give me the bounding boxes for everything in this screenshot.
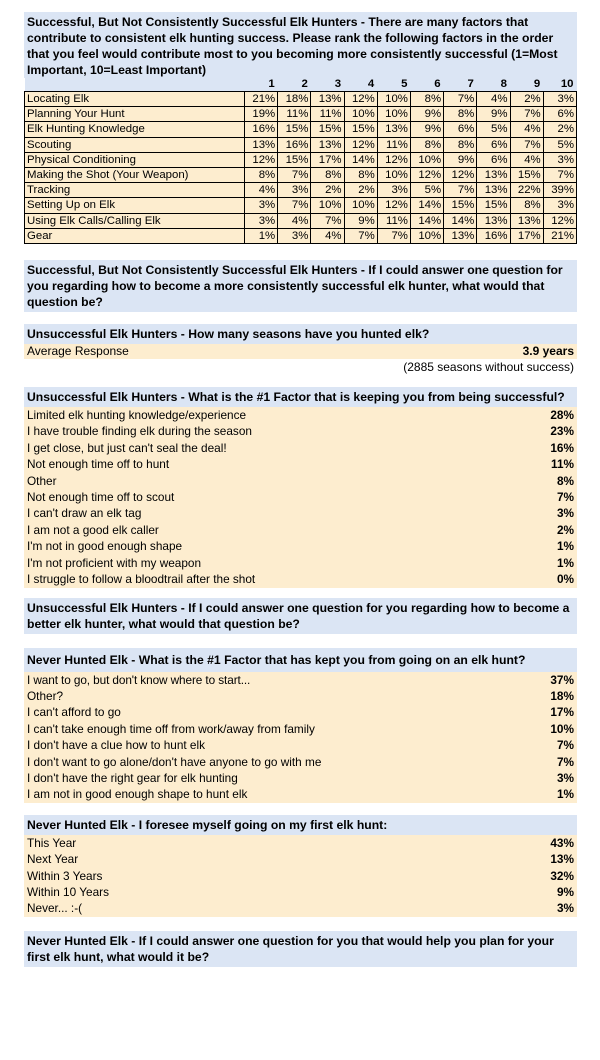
open-question-heading: Successful, But Not Consistently Successful Elk Hunters - If I could answer one question for you regarding how to become a more consistently successful elk hunter, what would that question be? [24,260,577,312]
factor-label: Tracking [25,183,245,198]
rank-percentage-cell: 14% [444,213,477,228]
rank-percentage-cell: 9% [410,107,443,122]
answer-label: Within 3 Years [27,868,103,883]
average-response-value: 3.9 years [522,344,574,359]
rank-percentage-cell: 18% [278,92,311,107]
rank-percentage-cell: 11% [377,213,410,228]
factor-label: Planning Your Hunt [25,107,245,122]
answer-row [24,555,577,571]
answer-row [24,704,577,720]
ranking-header-blank [25,78,245,92]
factor-label: Gear [25,228,245,243]
answer-row [24,770,577,786]
rank-percentage-cell: 4% [245,183,278,198]
rank-percentage-cell: 10% [410,228,443,243]
rank-percentage-cell: 7% [377,228,410,243]
ranking-table-row [25,213,577,228]
rank-percentage-cell: 15% [278,122,311,137]
answer-label: Next Year [27,852,79,867]
rank-percentage-cell: 9% [444,152,477,167]
ranking-table-row [25,122,577,137]
answer-label: Not enough time off to hunt [27,457,170,472]
rank-percentage-cell: 6% [543,107,576,122]
rank-percentage-cell: 13% [477,183,510,198]
rank-percentage-cell: 2% [344,183,377,198]
rank-percentage-cell: 5% [410,183,443,198]
answer-row [24,835,577,851]
rank-percentage-cell: 13% [477,168,510,183]
rank-percentage-cell: 11% [377,137,410,152]
unsuccessful-factor-heading: Unsuccessful Elk Hunters - What is the #1 Factor that is keeping you from being successful? [24,387,577,407]
rank-percentage-cell: 19% [245,107,278,122]
rank-percentage-cell: 8% [410,137,443,152]
factor-label: Making the Shot (Your Weapon) [25,168,245,183]
answer-label: I get close, but just can't seal the deal! [27,440,227,455]
answer-percentage: 32% [550,868,574,883]
never-hunted-factor-list [24,672,577,803]
rank-percentage-cell: 13% [311,92,344,107]
rank-percentage-cell: 3% [543,92,576,107]
rank-percentage-cell: 21% [245,92,278,107]
answer-label: I can't afford to go [27,705,121,720]
answer-label: Not enough time off to scout [27,490,175,505]
answer-percentage: 3% [556,770,574,785]
rank-percentage-cell: 7% [510,107,543,122]
factor-label: Scouting [25,137,245,152]
rank-percentage-cell: 1% [245,228,278,243]
rank-percentage-cell: 10% [377,92,410,107]
answer-row [24,456,577,472]
ranking-table-row [25,152,577,167]
answer-label: I can't draw an elk tag [27,506,142,521]
rank-percentage-cell: 3% [278,228,311,243]
seasons-question-heading: Unsuccessful Elk Hunters - How many seasons have you hunted elk? [24,324,577,344]
answer-label: I'm not in good enough shape [27,539,183,554]
rank-percentage-cell: 4% [510,152,543,167]
first-hunt-timing-section [24,815,577,917]
unsuccessful-factor-list [24,407,577,587]
rank-percentage-cell: 12% [543,213,576,228]
rank-percentage-cell: 8% [245,168,278,183]
rank-percentage-cell: 5% [477,122,510,137]
rank-percentage-cell: 8% [344,168,377,183]
answer-row [24,737,577,753]
answer-row [24,786,577,802]
rank-percentage-cell: 16% [245,122,278,137]
rank-percentage-cell: 14% [410,213,443,228]
rank-percentage-cell: 9% [410,122,443,137]
answer-percentage: 43% [550,835,574,850]
answer-row [24,522,577,538]
rank-percentage-cell: 8% [444,137,477,152]
rank-percentage-cell: 10% [410,152,443,167]
answer-row [24,900,577,916]
seasons-note: (2885 seasons without success) [403,360,574,375]
answer-percentage: 23% [550,424,574,439]
rank-percentage-cell: 13% [444,228,477,243]
answer-percentage: 0% [556,572,574,587]
rank-percentage-cell: 12% [377,198,410,213]
rank-percentage-cell: 2% [311,183,344,198]
rank-percentage-cell: 6% [444,122,477,137]
rank-percentage-cell: 8% [410,92,443,107]
ranking-question-heading: Successful, But Not Consistently Successful Elk Hunters - There are many factors that contribute to consistent elk hunting success. Please rank the following factors in the order that you feel would contribute most to you becoming more consistently successful (1=Most Important, 10=Least Important) [24,12,577,78]
seasons-section [24,324,577,375]
rank-column-header: 6 [434,78,441,90]
rank-percentage-cell: 39% [543,183,576,198]
rank-percentage-cell: 7% [278,168,311,183]
rank-percentage-cell: 10% [377,107,410,122]
rank-percentage-cell: 8% [444,107,477,122]
rank-percentage-cell: 7% [311,213,344,228]
rank-percentage-cell: 10% [344,107,377,122]
rank-percentage-cell: 3% [543,198,576,213]
answer-percentage: 11% [551,457,574,472]
rank-percentage-cell: 7% [344,228,377,243]
rank-percentage-cell: 11% [278,107,311,122]
better-hunter-question-section [24,598,577,634]
answer-label: Other [27,473,57,488]
answer-label: I have trouble finding elk during the season [27,424,252,439]
rank-percentage-cell: 10% [344,198,377,213]
rank-column-header: 4 [367,78,375,90]
answer-label: Limited elk hunting knowledge/experience [27,408,247,423]
answer-row [24,851,577,867]
survey-results-page [24,12,577,977]
rank-column-header: 5 [401,78,408,90]
ranking-table-row [25,137,577,152]
ranking-table-row [25,92,577,107]
answer-percentage: 17% [550,705,574,720]
unsuccessful-factor-section [24,387,577,587]
rank-percentage-cell: 3% [377,183,410,198]
rank-percentage-cell: 7% [543,168,576,183]
answer-percentage: 1% [556,787,574,802]
answer-percentage: 7% [556,490,574,505]
rank-percentage-cell: 14% [410,198,443,213]
rank-percentage-cell: 4% [311,228,344,243]
rank-percentage-cell: 15% [344,122,377,137]
rank-percentage-cell: 3% [543,152,576,167]
rank-percentage-cell: 6% [477,137,510,152]
better-hunter-question-heading: Unsuccessful Elk Hunters - If I could answer one question for you regarding how to become a better elk hunter, what would that question be? [24,598,577,634]
rank-percentage-cell: 13% [477,213,510,228]
rank-percentage-cell: 12% [245,152,278,167]
first-hunt-question-section [24,931,577,967]
rank-percentage-cell: 14% [344,152,377,167]
rank-percentage-cell: 13% [510,213,543,228]
answer-percentage: 37% [550,672,574,687]
ranking-section [24,12,577,244]
rank-percentage-cell: 12% [410,168,443,183]
answer-row [24,884,577,900]
factor-label: Setting Up on Elk [25,198,245,213]
answer-label: I don't have a clue how to hunt elk [27,738,206,753]
rank-percentage-cell: 9% [344,213,377,228]
answer-row [24,688,577,704]
answer-percentage: 7% [556,738,574,753]
answer-row [24,754,577,770]
rank-percentage-cell: 2% [510,92,543,107]
rank-percentage-cell: 21% [543,228,576,243]
rank-percentage-cell: 7% [444,183,477,198]
answer-percentage: 10% [550,721,574,736]
rank-percentage-cell: 12% [344,92,377,107]
answer-label: I struggle to follow a bloodtrail after the shot [27,572,256,587]
ranking-header-row [25,78,577,92]
answer-percentage: 1% [556,539,574,554]
answer-label: This Year [27,835,77,850]
rank-percentage-cell: 13% [311,137,344,152]
rank-column-header: 7 [467,78,474,90]
rank-percentage-cell: 17% [510,228,543,243]
answer-label: I don't have the right gear for elk hunting [27,770,238,785]
answer-row [24,473,577,489]
answer-label: I want to go, but don't know where to start... [27,672,251,687]
rank-column-header: 10 [560,78,574,90]
answer-row [24,407,577,423]
answer-percentage: 3% [556,901,574,916]
ranking-table-row [25,168,577,183]
rank-percentage-cell: 15% [278,152,311,167]
answer-label: I'm not proficient with my weapon [27,555,202,570]
rank-percentage-cell: 3% [245,198,278,213]
rank-percentage-cell: 17% [311,152,344,167]
average-response-label: Average Response [27,344,129,359]
answer-row [24,571,577,587]
answer-percentage: 16% [550,440,574,455]
rank-percentage-cell: 16% [477,228,510,243]
answer-label: I am not in good enough shape to hunt elk [27,787,248,802]
factor-label: Using Elk Calls/Calling Elk [25,213,245,228]
answer-label: I don't want to go alone/don't have anyone to go with me [27,754,322,769]
rank-percentage-cell: 2% [543,122,576,137]
rank-percentage-cell: 12% [344,137,377,152]
rank-percentage-cell: 4% [278,213,311,228]
answer-percentage: 8% [556,473,574,488]
answer-percentage: 3% [556,506,574,521]
rank-percentage-cell: 12% [377,152,410,167]
rank-column-header: 1 [268,78,275,90]
answer-row [24,672,577,688]
answer-percentage: 7% [556,754,574,769]
factor-label: Locating Elk [25,92,245,107]
rank-percentage-cell: 4% [510,122,543,137]
rank-percentage-cell: 13% [377,122,410,137]
answer-percentage: 1% [556,555,574,570]
rank-percentage-cell: 15% [477,198,510,213]
rank-column-header: 3 [334,78,342,90]
rank-percentage-cell: 3% [278,183,311,198]
rank-percentage-cell: 6% [477,152,510,167]
answer-percentage: 9% [556,884,574,899]
first-hunt-timing-list [24,835,577,917]
answer-label: I am not a good elk caller [27,522,159,537]
ranking-table-body [25,92,577,244]
seasons-answer [24,344,577,359]
rank-percentage-cell: 12% [444,168,477,183]
ranking-table [24,78,577,244]
rank-column-header: 8 [500,78,507,90]
answer-row [24,538,577,554]
rank-percentage-cell: 7% [510,137,543,152]
rank-percentage-cell: 5% [543,137,576,152]
factor-label: Elk Hunting Knowledge [25,122,245,137]
average-response-row [24,344,577,359]
answer-row [24,423,577,439]
rank-percentage-cell: 10% [377,168,410,183]
answer-label: Other? [27,688,64,703]
rank-percentage-cell: 15% [444,198,477,213]
ranking-table-row [25,107,577,122]
rank-percentage-cell: 7% [278,198,311,213]
rank-percentage-cell: 13% [245,137,278,152]
answer-percentage: 18% [550,688,574,703]
never-hunted-factor-heading: Never Hunted Elk - What is the #1 Factor that has kept you from going on an elk hunt? [24,648,577,672]
answer-label: Within 10 Years [27,884,109,899]
ranking-table-row [25,228,577,243]
answer-percentage: 28% [550,408,574,423]
rank-column-header: 9 [533,78,541,90]
rank-percentage-cell: 9% [477,107,510,122]
rank-percentage-cell: 22% [510,183,543,198]
rank-percentage-cell: 3% [245,213,278,228]
answer-label: I can't take enough time off from work/away from family [27,721,315,736]
answer-row [24,505,577,521]
rank-percentage-cell: 16% [278,137,311,152]
rank-percentage-cell: 11% [311,107,344,122]
rank-percentage-cell: 8% [311,168,344,183]
rank-column-header: 2 [301,78,308,90]
answer-row [24,868,577,884]
first-hunt-question-heading: Never Hunted Elk - If I could answer one question for you that would help you plan for your first elk hunt, what would it be? [24,931,577,967]
never-hunted-factor-section [24,648,577,803]
rank-percentage-cell: 10% [311,198,344,213]
ranking-table-row [25,198,577,213]
rank-percentage-cell: 15% [311,122,344,137]
rank-percentage-cell: 4% [477,92,510,107]
factor-label: Physical Conditioning [25,152,245,167]
open-question-section [24,260,577,312]
ranking-table-row [25,183,577,198]
answer-row [24,721,577,737]
answer-percentage: 2% [556,522,574,537]
rank-percentage-cell: 8% [510,198,543,213]
answer-row [24,440,577,456]
answer-label: Never... :-( [27,901,83,916]
rank-percentage-cell: 15% [510,168,543,183]
answer-row [24,489,577,505]
answer-percentage: 13% [550,852,574,867]
rank-percentage-cell: 7% [444,92,477,107]
first-hunt-timing-heading: Never Hunted Elk - I foresee myself going on my first elk hunt: [24,815,577,835]
